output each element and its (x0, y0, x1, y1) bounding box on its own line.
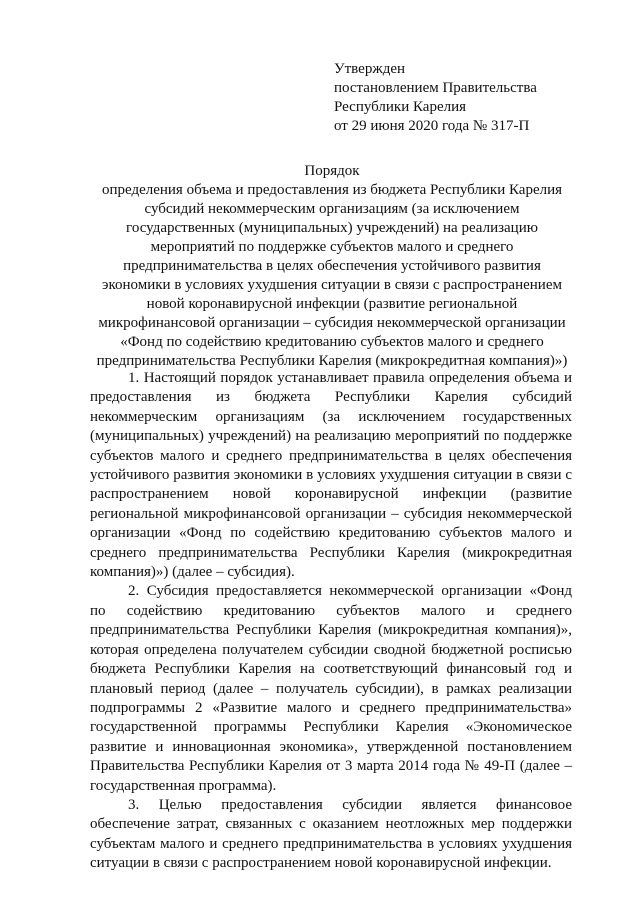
approval-line: от 29 июня 2020 года № 317-П (334, 118, 530, 134)
title-line: определения объема и предоставления из бюджета Республики Карелия (101, 182, 563, 198)
document-body (90, 369, 572, 874)
paragraph-1: 1. Настоящий порядок устанавливает правила определения объема и предоставления из бюджета Республики Карелия субсидий некоммерческим организациям (за исключением государственных (муниципальных) учреждений) на реализацию мероприятий по поддержке субъектов малого и среднего предпринимательства в целях обеспечения устойчивого развития экономики в условиях ухудшения ситуации в связи с распространением новой коронавирусной инфекции (развитие региональной микрофинансовой организации – субсидия некоммерческой организации «Фонд по содействию кредитованию субъектов малого и среднего предпринимательства Республики Карелия (микрокредитная компания)») (далее – субсидия). (90, 370, 572, 581)
title-line: субсидий некоммерческим организациям (за исключением (144, 201, 520, 217)
approval-line: Утвержден (334, 61, 406, 77)
title-line: предпринимательства Республики Карелия (микрокредитная компания)») (96, 353, 568, 369)
approval-line: Республики Карелия (334, 99, 467, 115)
title-line: микрофинансовой организации – субсидия некоммерческой организации (98, 315, 566, 331)
document-title (60, 162, 604, 371)
title-line: государственных (муниципальных) учреждений) на реализацию (126, 220, 538, 236)
approval-line: постановлением Правительства (334, 80, 537, 96)
title-line: предпринимательства в целях обеспечения устойчивого развития (123, 258, 541, 274)
title-heading: Порядок (304, 163, 360, 179)
title-line: экономики в условиях ухудшения ситуации в связи с распространением (102, 277, 562, 293)
title-line: новой коронавирусной инфекции (развитие региональной (146, 296, 518, 312)
title-line: мероприятий по поддержке субъектов малого и среднего (150, 239, 514, 255)
title-line: «Фонд по содействию кредитованию субъектов малого и среднего (120, 334, 544, 350)
approval-stamp (334, 60, 614, 136)
paragraph-2: 2. Субсидия предоставляется некоммерческой организации «Фонд по содействию кредитованию субъектов малого и среднего предпринимательства Республики Карелия (микрокредитная компания)», которая определена получателем субсидии сводной бюджетной росписью бюджета Республики Карелия на соответствующий финансовый год и плановый период (далее – получатель субсидии), в рамках реализации подпрограммы 2 «Развитие малого и среднего предпринимательства» государственной программы Республики Карелия «Экономическое развитие и инновационная экономика», утвержденной постановлением Правительства Республики Карелия от 3 марта 2014 года № 49-П (далее – государственная программа). (90, 583, 572, 794)
paragraph-3: 3. Целью предоставления субсидии является финансовое обеспечение затрат, связанных с оказанием неотложных мер поддержки субъектам малого и среднего предпринимательства в условиях ухудшения ситуации в связи с распространением новой коронавирусной инфекции. (90, 796, 572, 872)
